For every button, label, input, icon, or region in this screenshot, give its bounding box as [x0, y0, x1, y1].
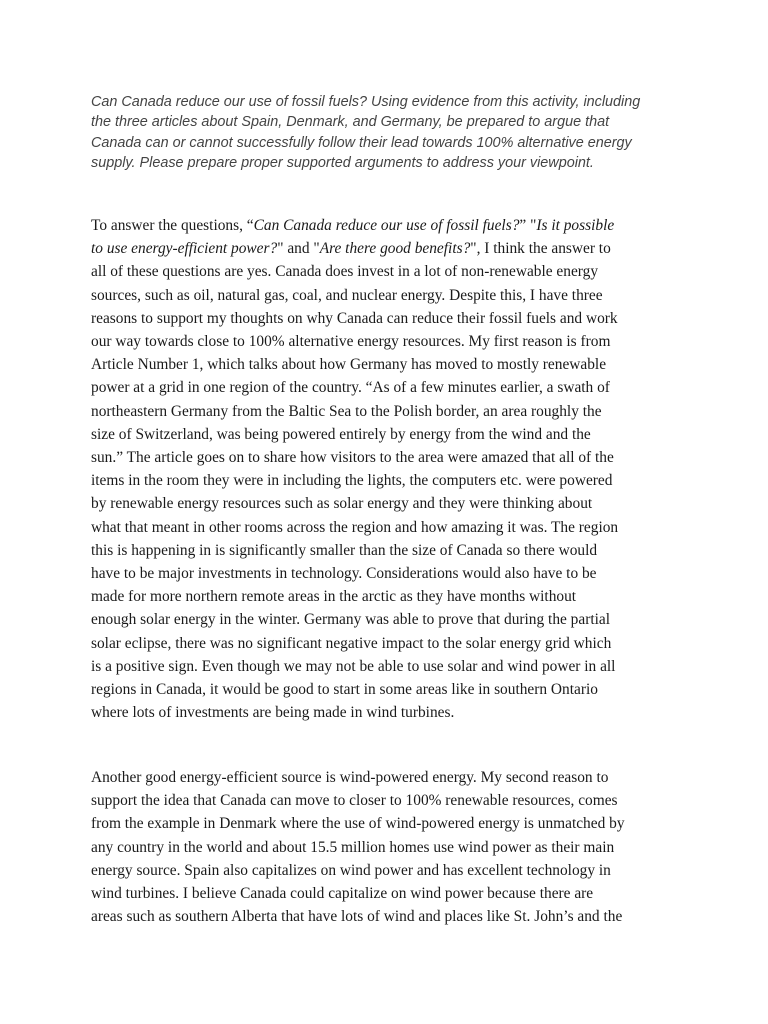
paragraph-1-body: ", I think the answer to all of these questions are yes. Canada does invest in a lot of non-renewable energy sources, such as oil, natural gas, coal, and nuclear energy. Despite this, I have three reasons to support my thoughts on why Canada can reduce their fossil fuels and work our way towards close to 100% alternative energy resources. My first reason is from Article Number 1, which talks about how Germany has moved to mostly renewable power at a grid in one region of the country. “As of a few minutes earlier, a swath of northeastern Germany from the Baltic Sea to the Polish border, an area roughly the size of Switzerland, was being powered entirely by energy from the wind and the sun.” The article goes on to share how visitors to the area were amazed that all of the items in the room they were in including the lights, the computers etc. were powered by renewable energy resources such as solar energy and they were thinking about what that meant in other rooms across the region and how amazing it was. The region this is happening in is significantly smaller than the size of Canada so there would have to be major investments in technology. Considerations would also have to be made for more northern remote areas in the arctic as they have months without enough solar energy in the winter. Germany was able to prove that during the partial solar eclipse, there was no significant negative impact to the solar energy grid which is a positive sign. Even though we may not be able to use solar and wind power in all regions in Canada, it would be good to start in some areas like in southern Ontario where lots of investments are being made in wind turbines.: [91, 240, 619, 722]
separator-1: ” ": [519, 217, 537, 234]
question-3: Are there good benefits?: [319, 240, 471, 258]
separator-2: " and ": [277, 240, 320, 258]
paragraph-1-lead: To answer the questions, “: [91, 217, 254, 234]
assignment-prompt: Can Canada reduce our use of fossil fuels? Using evidence from this activity, including the three articles about Spain, Denmark, and Germany, be prepared to argue that Canada can or cannot successfully follow their lead towards 100% alternative energy supply. Please prepare proper supported arguments to address your viewpoint.: [91, 94, 641, 172]
question-1: Can Canada reduce our use of fossil fuels?: [253, 217, 520, 234]
essay-paragraph-2: Another good energy-efficient source is wind-powered energy. My second reason to support the idea that Canada can move to closer to 100% renewable resources, comes from the example in Denmark where the use of wind-powered energy is unmatched by any country in the world and about 15.5 million homes use wind power as their main energy source. Spain also capitalizes on wind power and has excellent technology in wind turbines. I believe Canada could capitalize on wind power because there are areas such as southern Alberta that have lots of wind and places like St. John’s and the: [91, 769, 625, 926]
essay-paragraph-1: [91, 214, 691, 724]
question-2: Is it possible to use energy-efficient power?: [91, 217, 615, 258]
